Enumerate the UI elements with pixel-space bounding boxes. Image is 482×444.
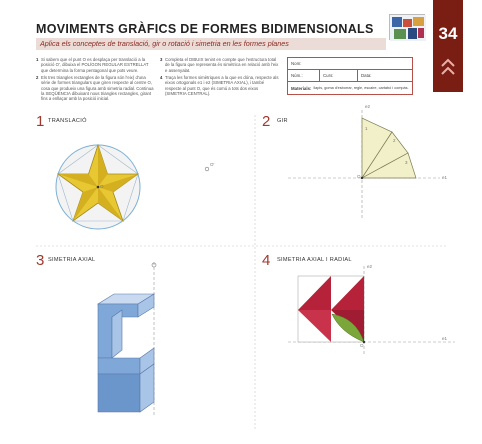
page-title: MOVIMENTS GRÀFICS DE FORMES BIDIMENSIONALS <box>36 22 374 36</box>
section-number: 1 <box>36 113 45 130</box>
name-label: Nom: <box>291 61 302 66</box>
point-o-label: O <box>357 174 361 179</box>
num-field[interactable]: Núm.: <box>288 70 320 81</box>
section-label: SIMETRIA AXIAL <box>48 257 96 263</box>
page-number: 34 <box>438 24 458 43</box>
date-field[interactable]: Data: <box>361 73 372 78</box>
section-label: SIMETRIA AXIAL I RADIAL <box>277 257 352 263</box>
translation-star-figure <box>40 135 160 245</box>
rotation-figure <box>280 110 460 230</box>
instruction-item: 1 Si sabem que el punt O es desplaça per translació a la posició O', dibuixa el POLÍGON REGULAR ESTRELLAT que determina la forma pentagonal que pots veure. <box>36 57 149 73</box>
section-label: TRANSLACIÓ <box>48 118 87 124</box>
course-field[interactable]: Curs: <box>320 70 358 81</box>
instruction-item: 4 Traça les formes simètriques a la que es dóna, respecte als eixos ortogonals e1 i e2 (SIMETRIA AXIAL), i també respecte al punt O, que és comú a tots dos eixos (SIMETRIA CENTRAL). <box>160 74 279 96</box>
axis-e2-label: e2 <box>365 104 371 109</box>
triangle-2-label: 2 <box>393 138 396 143</box>
section-number: 3 <box>36 252 45 269</box>
point-o-prime-marker <box>204 166 212 174</box>
axis-e1-label: e1 <box>442 336 448 341</box>
section-label: GIR <box>277 118 288 124</box>
axial-symmetry-figure <box>94 262 164 422</box>
axial-radial-figure <box>280 266 470 366</box>
point-o-label: O <box>360 343 364 348</box>
axis-e2-label: e2 <box>367 264 373 269</box>
axis-e1-label: e1 <box>442 175 448 180</box>
instruction-item: 2 Els tres triangles rectangles de la figura són l'eix) d'una sèrie de formes triangulars que giren respecte al centre O, cosa que produeix una figura amb simetria radial. Continua la SEQÜÈNCIA dibuixant nous triangles rectangles, girant fins a enllaçar amb la posició inicial. <box>36 74 154 102</box>
section-number: 4 <box>262 252 271 269</box>
page-subtitle: Aplica els conceptes de translació, gir o rotació i simetria en les formes planes <box>40 39 289 48</box>
section-number: 2 <box>262 113 271 130</box>
triangle-3-label: 3 <box>405 160 408 165</box>
triangle-1-label: 1 <box>365 126 368 131</box>
instruction-item: 3 Completa el DIBUIX tenint en compte que l'estructura total de la figura que representa és simètrica en relació amb l'eix e assenyalat. <box>160 57 279 73</box>
point-o-label: O <box>100 184 104 189</box>
point-o-prime-label: O' <box>210 162 215 167</box>
materials-value: llapis, goma d'esborrar, regle, escaire, cartabó i compàs. <box>313 86 409 90</box>
materials-label: Materials: <box>291 85 312 91</box>
